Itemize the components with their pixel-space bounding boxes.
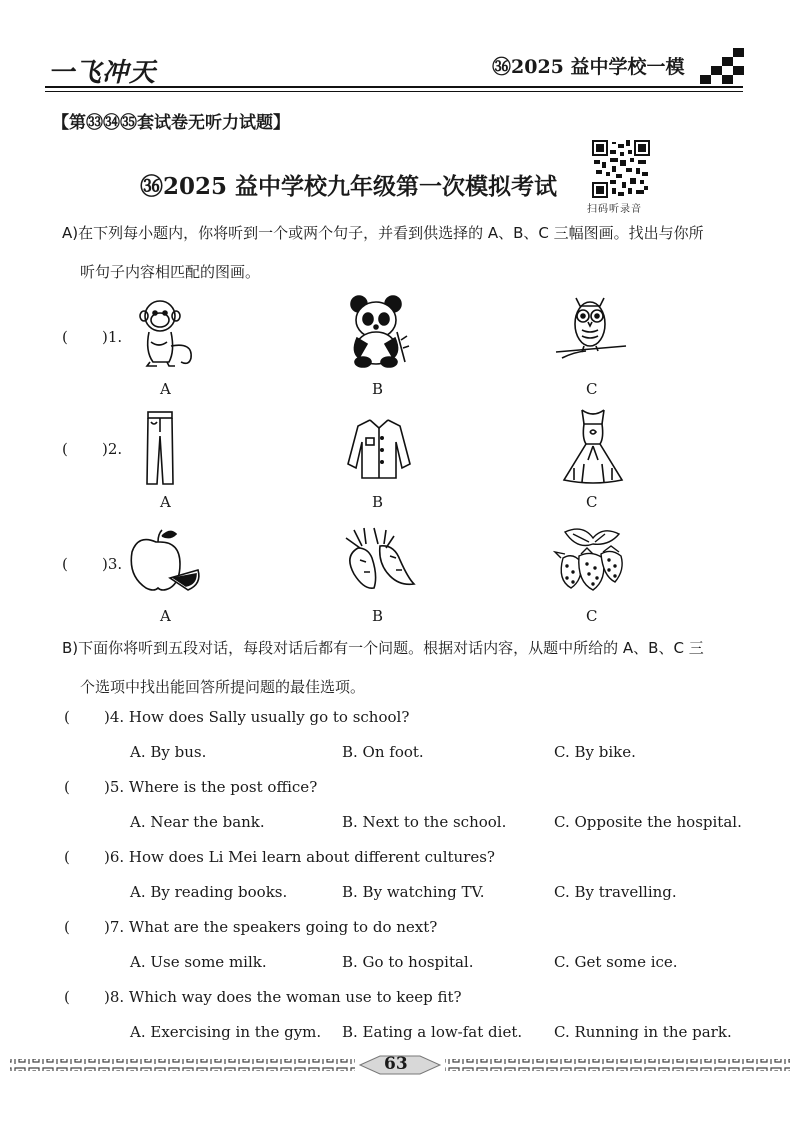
option-b-label: B xyxy=(372,607,384,625)
option-b[interactable]: B. Next to the school. xyxy=(342,813,507,831)
answer-paren-open: ( xyxy=(64,708,70,726)
answer-paren-open: ( xyxy=(64,848,70,866)
option-c-label: C xyxy=(586,380,598,398)
option-a-label: A xyxy=(160,607,171,625)
option-a[interactable]: A. Exercising in the gym. xyxy=(130,1023,322,1041)
option-a-label: A xyxy=(160,380,171,398)
owl-icon[interactable] xyxy=(552,294,630,364)
carrot-icon[interactable] xyxy=(340,526,420,590)
option-c-label: C xyxy=(586,493,598,511)
option-a[interactable]: A. Use some milk. xyxy=(130,953,267,971)
option-c-label: C xyxy=(586,607,598,625)
question-number[interactable]: )1. xyxy=(102,328,123,346)
option-a[interactable]: A. Near the bank. xyxy=(130,813,265,831)
option-c[interactable]: C. By bike. xyxy=(554,743,636,761)
shirt-icon[interactable] xyxy=(344,416,414,482)
answer-paren-open: ( xyxy=(64,988,70,1006)
option-c[interactable]: C. Running in the park. xyxy=(554,1023,732,1041)
apple-icon[interactable] xyxy=(128,528,204,594)
option-c[interactable]: C. Get some ice. xyxy=(554,953,678,971)
checker-decoration xyxy=(700,48,744,84)
answer-paren-open: ( xyxy=(64,918,70,936)
option-b[interactable]: B. By watching TV. xyxy=(342,883,485,901)
header-exam-title: ㊱2025 益中学校一模 xyxy=(492,56,685,78)
option-c[interactable]: C. By travelling. xyxy=(554,883,677,901)
option-a[interactable]: A. By bus. xyxy=(130,743,207,761)
monkey-icon[interactable] xyxy=(135,296,201,368)
question-text: )5. Where is the post office? xyxy=(104,778,318,796)
question-number[interactable]: )2. xyxy=(102,440,123,458)
page-title: ㊱2025 益中学校九年级第一次模拟考试 xyxy=(140,173,558,200)
section-b-instruction: B)下面你将听到五段对话，每段对话后都有一个问题。根据对话内容，从题中所给的 A、B、C 三 xyxy=(62,639,704,657)
section-a-instruction: A)在下列每小题内，你将听到一个或两个句子，并看到供选择的 A、B、C 三幅图画。找出与你所 xyxy=(62,224,704,242)
dress-icon[interactable] xyxy=(560,408,626,484)
answer-paren-open: ( xyxy=(64,778,70,796)
question-text: )4. How does Sally usually go to school? xyxy=(104,708,410,726)
section-b-instruction-cont: 个选项中找出能回答所提问题的最佳选项。 xyxy=(80,678,366,696)
question-text: )6. How does Li Mei learn about different cultures? xyxy=(104,848,495,866)
question-text: )8. Which way does the woman use to keep fit? xyxy=(104,988,462,1006)
no-listening-notice: 【第㉝㉞㉟套试卷无听力试题】 xyxy=(52,113,290,133)
option-b[interactable]: B. Go to hospital. xyxy=(342,953,474,971)
header-rule xyxy=(45,86,743,88)
page-number: 63 xyxy=(384,1054,408,1074)
question-number[interactable]: )3. xyxy=(102,555,123,573)
section-a-instruction-cont: 听句子内容相匹配的图画。 xyxy=(80,263,261,281)
header-rule-thin xyxy=(45,91,743,92)
option-b-label: B xyxy=(372,380,384,398)
brand-logo: 一飞冲天 xyxy=(48,58,157,88)
option-b[interactable]: B. Eating a low-fat diet. xyxy=(342,1023,523,1041)
answer-paren-open: ( xyxy=(62,440,68,458)
option-b-label: B xyxy=(372,493,384,511)
qr-label: 扫码听录音 xyxy=(587,204,642,215)
option-a-label: A xyxy=(160,493,171,511)
strawberry-icon[interactable] xyxy=(553,524,627,592)
answer-paren-open: ( xyxy=(62,328,68,346)
answer-paren-open: ( xyxy=(62,555,68,573)
panda-icon[interactable] xyxy=(345,292,411,368)
option-c[interactable]: C. Opposite the hospital. xyxy=(554,813,742,831)
qr-code-icon[interactable] xyxy=(592,140,650,198)
question-text: )7. What are the speakers going to do next? xyxy=(104,918,438,936)
option-b[interactable]: B. On foot. xyxy=(342,743,424,761)
trousers-icon[interactable] xyxy=(145,410,175,486)
option-a[interactable]: A. By reading books. xyxy=(130,883,288,901)
